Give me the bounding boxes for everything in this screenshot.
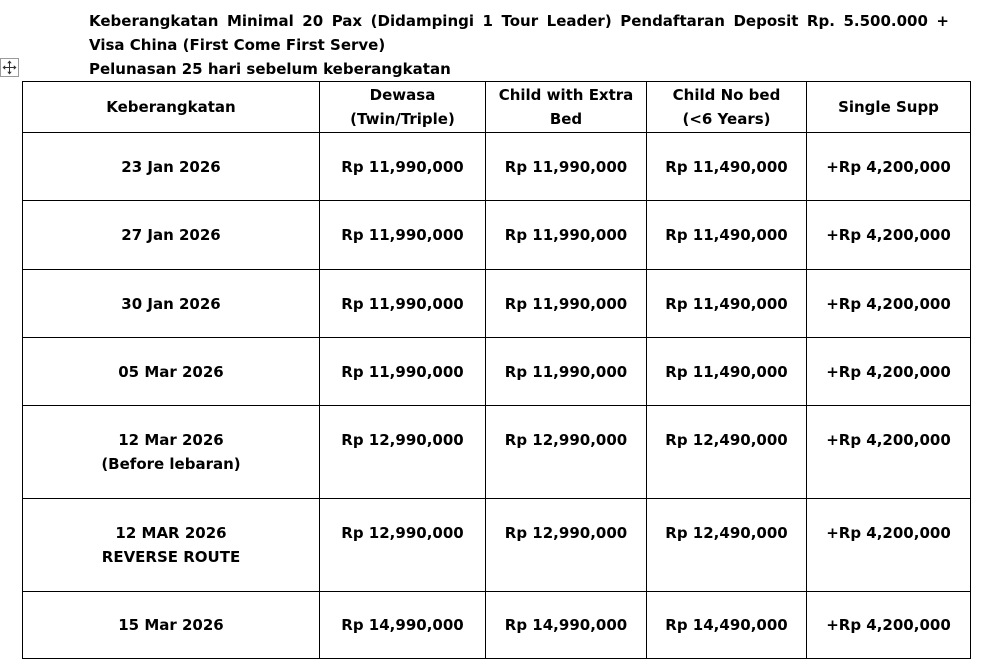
table-header-row — [23, 82, 971, 133]
child-extra-bed-price-cell: Rp 12,990,000 — [486, 406, 647, 499]
move-arrows-icon — [2, 60, 17, 75]
adult-price-cell: Rp 11,990,000 — [320, 338, 486, 406]
date-cell: 12 MAR 2026 REVERSE ROUTE — [23, 499, 320, 592]
table-row — [23, 201, 971, 270]
child-extra-bed-price-cell: Rp 12,990,000 — [486, 499, 647, 592]
date-cell: 15 Mar 2026 — [23, 592, 320, 659]
date-cell: 05 Mar 2026 — [23, 338, 320, 406]
date-cell: 12 Mar 2026 (Before lebaran) — [23, 406, 320, 499]
single-supp-price-cell: +Rp 4,200,000 — [807, 592, 971, 659]
adult-price-cell: Rp 12,990,000 — [320, 406, 486, 499]
table-row — [23, 338, 971, 406]
table-move-handle[interactable] — [0, 58, 19, 77]
child-extra-bed-price-cell: Rp 11,990,000 — [486, 201, 647, 270]
child-no-bed-price-cell: Rp 11,490,000 — [647, 270, 807, 338]
header-child-extra-bed: Child with Extra Bed — [486, 82, 647, 133]
single-supp-price-cell: +Rp 4,200,000 — [807, 270, 971, 338]
adult-price-cell: Rp 11,990,000 — [320, 133, 486, 201]
single-supp-price-cell: +Rp 4,200,000 — [807, 499, 971, 592]
table-row — [23, 592, 971, 659]
child-no-bed-price-cell: Rp 14,490,000 — [647, 592, 807, 659]
child-extra-bed-price-cell: Rp 11,990,000 — [486, 338, 647, 406]
child-no-bed-price-cell: Rp 12,490,000 — [647, 406, 807, 499]
child-extra-bed-price-cell: Rp 14,990,000 — [486, 592, 647, 659]
single-supp-price-cell: +Rp 4,200,000 — [807, 133, 971, 201]
single-supp-price-cell: +Rp 4,200,000 — [807, 406, 971, 499]
intro-line-3: Pelunasan 25 hari sebelum keberangkatan — [89, 60, 451, 78]
single-supp-price-cell: +Rp 4,200,000 — [807, 201, 971, 270]
child-no-bed-price-cell: Rp 12,490,000 — [647, 499, 807, 592]
adult-price-cell: Rp 11,990,000 — [320, 270, 486, 338]
table-row — [23, 133, 971, 201]
table-row — [23, 406, 971, 499]
adult-price-cell: Rp 14,990,000 — [320, 592, 486, 659]
date-cell: 23 Jan 2026 — [23, 133, 320, 201]
price-table — [22, 81, 971, 659]
adult-price-cell: Rp 11,990,000 — [320, 201, 486, 270]
date-cell: 27 Jan 2026 — [23, 201, 320, 270]
child-extra-bed-price-cell: Rp 11,990,000 — [486, 133, 647, 201]
intro-line-1: Keberangkatan Minimal 20 Pax (Didampingi 1 Tour Leader) Pendaftaran Deposit Rp. 5.500.000 + — [89, 12, 949, 30]
table-row — [23, 499, 971, 592]
child-extra-bed-price-cell: Rp 11,990,000 — [486, 270, 647, 338]
header-child-no-bed: Child No bed (<6 Years) — [647, 82, 807, 133]
table-row — [23, 270, 971, 338]
adult-price-cell: Rp 12,990,000 — [320, 499, 486, 592]
child-no-bed-price-cell: Rp 11,490,000 — [647, 133, 807, 201]
header-single-supp: Single Supp — [807, 82, 971, 133]
intro-paragraph — [89, 9, 949, 81]
intro-line-2: Visa China (First Come First Serve) — [89, 36, 386, 54]
child-no-bed-price-cell: Rp 11,490,000 — [647, 201, 807, 270]
date-cell: 30 Jan 2026 — [23, 270, 320, 338]
header-dewasa: Dewasa (Twin/Triple) — [320, 82, 486, 133]
header-keberangkatan: Keberangkatan — [23, 82, 320, 133]
child-no-bed-price-cell: Rp 11,490,000 — [647, 338, 807, 406]
single-supp-price-cell: +Rp 4,200,000 — [807, 338, 971, 406]
